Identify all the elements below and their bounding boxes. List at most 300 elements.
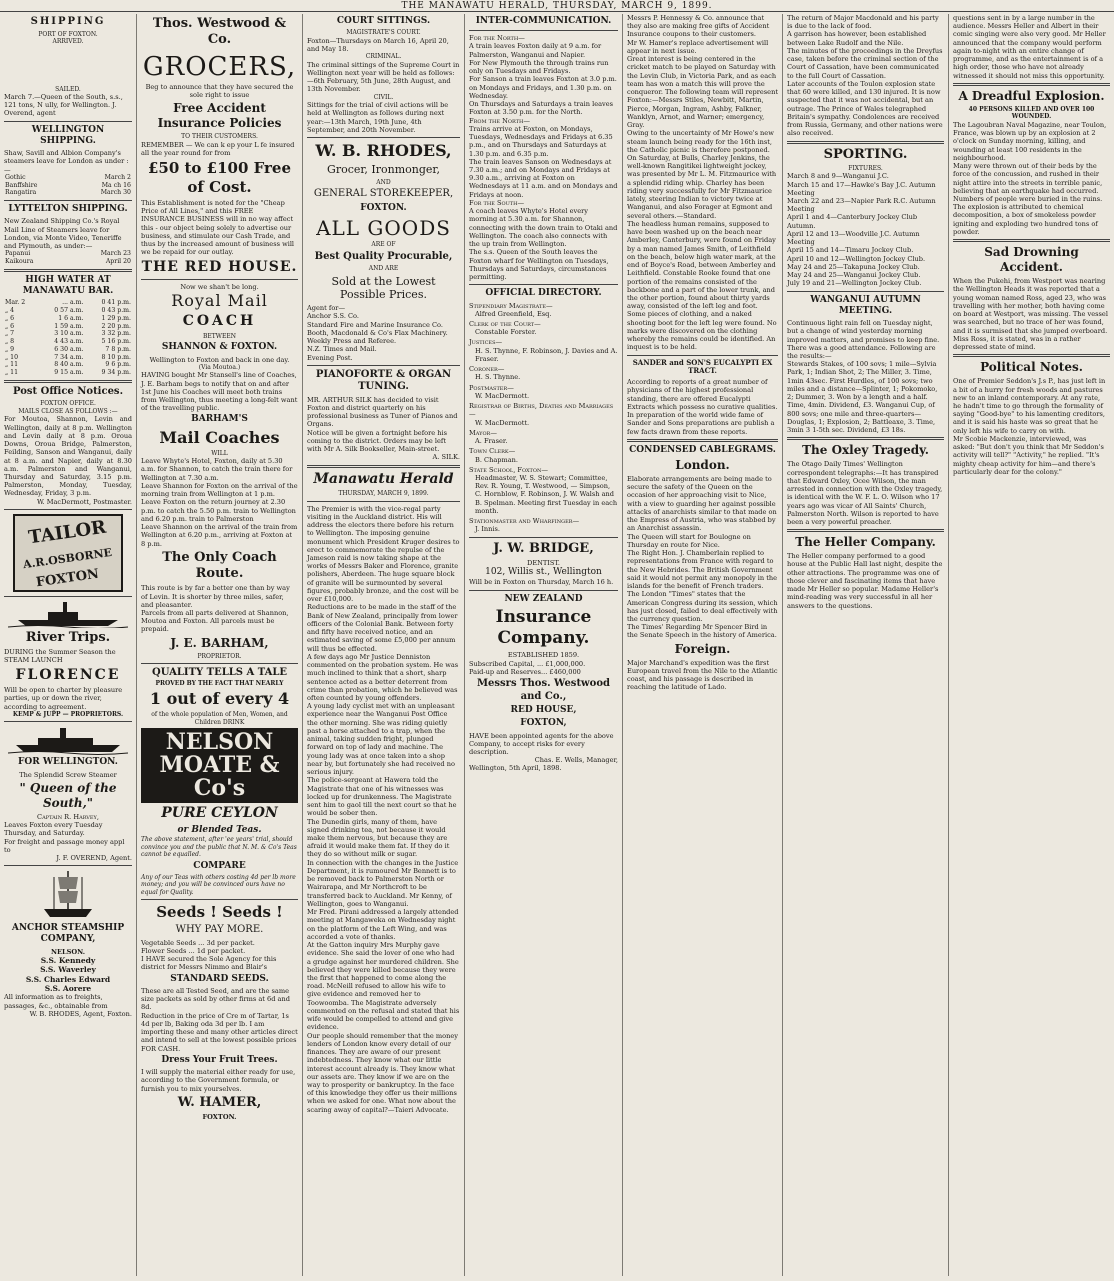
court-sittings-heading: COURT SITTINGS. bbox=[336, 16, 431, 26]
sporting-heading: SPORTING. bbox=[823, 146, 908, 162]
heller-text: The Heller company performed to a good house at the Public Hall last night, despite the other attractions. The programme was one of those clever and fascinating items that have made Mr Heller so popular. Madame Heller's mind-reading was very successful in all her answers to the questions. bbox=[787, 552, 943, 610]
explosion-subheading: 40 PERSONS KILLED AND OVER 100 WOUNDED. bbox=[968, 105, 1095, 121]
tide-row bbox=[4, 361, 132, 369]
tide-row bbox=[4, 354, 132, 362]
barham-proprietor: PROPRIETOR. bbox=[197, 652, 242, 660]
south-text: A coach leaves Whyte's Hotel every morning at 5.30 a.m. for Shannon, connecting with the down train to Otaki and Wellington. The coach also connects with the up train from Wellington. bbox=[469, 207, 618, 249]
remember-text: REMEMBER — We can k ep your L fe insured all the year round for from bbox=[141, 140, 295, 158]
tide-date: „ 4 bbox=[5, 307, 15, 315]
subscribed-capital: Subscribed Capital, ... £1,000,000. bbox=[469, 659, 586, 668]
fixture-item: April 12 and 13—Woodville J.C. Autumn Meeting bbox=[787, 229, 920, 247]
tide-date: „ 6 bbox=[5, 322, 15, 330]
insurance-company: Insurance Company. bbox=[495, 606, 592, 649]
directory-entry bbox=[469, 338, 618, 363]
tide-am: 6 30 a.m. bbox=[54, 345, 84, 353]
grocers-heading: GROCERS, bbox=[142, 51, 297, 82]
steamer-text: The s.s. Queen of the South leaves the Foxton wharf for Wellington on Tuesdays, Thursdays and Saturdays, circumstances permitting. bbox=[469, 248, 609, 282]
autumn-text: Continuous light rain fell on Tuesday night, but a change of wind yesterday morning improved matters, and promises to keep fine. There was a good attendance. Following are the results:— bbox=[787, 319, 940, 360]
tide-date: Mar. 2 bbox=[5, 299, 26, 307]
hamer-foxton: FOXTON. bbox=[202, 1113, 237, 1121]
are-of: ARE OF bbox=[371, 241, 396, 249]
fixture-list bbox=[787, 172, 944, 287]
bridge-address: 102, Willis st., Wellington bbox=[485, 567, 602, 578]
wellington-shipping-text: Shaw, Savill and Albion Company's steamers leave for London as under :— bbox=[4, 149, 129, 174]
screw-steamer: The Splendid Screw Steamer bbox=[19, 770, 117, 779]
hamer-name: W. HAMER, bbox=[177, 1094, 262, 1110]
directory-office: Coroner— bbox=[469, 365, 505, 374]
steamer-illustration bbox=[8, 725, 128, 755]
heller-heading: The Heller Company. bbox=[795, 535, 936, 550]
tide-pm: 2 20 p.m. bbox=[101, 322, 131, 330]
directory-holder: H. S. Thynne. bbox=[475, 373, 521, 382]
directory-office: Registrar of Births, Deaths and Marriages— bbox=[469, 402, 614, 419]
inter-communication-heading: INTER-COMMUNICATION. bbox=[475, 16, 612, 26]
tide-am: 1 6 a.m. bbox=[58, 314, 84, 322]
fixture-item: July 19 and 21—Wellington Jockey Club. bbox=[787, 279, 922, 288]
agency-item: Booth, Macdonald & Co's Flax Machinery. bbox=[307, 328, 448, 337]
mails-text: For Moutoa, Shannon, Levin and Wellington, daily at 8 p.m. Wellington and Levin daily at 8 p.m. Oroua Downs, Oroua Bridge, Palmerston, Feilding, Sanson and Wanganui, daily at 8 a.m. and Napier, daily at 8.30 a.m. Palmerston and Wanganui, Thursday and Saturday, 3.15 p.m. Palmerston, Monday, Tuesday, Wednesday, Friday, 3 p.m. bbox=[4, 415, 132, 498]
steamer-name: S.S. Waverley bbox=[40, 965, 96, 975]
civil-text: Sittings for the trial of civil actions will be held at Wellington as follows during next year:—13th March, 19th June, 4th September, and 20th November. bbox=[307, 101, 449, 134]
train-leaves-text: The train leaves Sanson on Wednesdays at 7.30 a.m.; and on Mondays and Fridays at 9.30 a.m., arriving at Foxton on Wednesdays at 11 a.m. and on Mondays and Fridays at noon. bbox=[469, 157, 618, 199]
paid-up: Paid-up and Reserves... £460,000 bbox=[469, 667, 581, 676]
shipping-heading: SHIPPING bbox=[30, 16, 106, 27]
messrs-westwood: Messrs Thos. Westwood and Co., bbox=[476, 678, 610, 702]
tide-row bbox=[4, 315, 132, 323]
directory-list bbox=[469, 302, 618, 534]
agent-for: Agent for— bbox=[307, 304, 346, 313]
directory-office: Stationmaster and Wharfinger— bbox=[469, 517, 580, 526]
race-results: Stewards Stakes, of 100 sovs; 1 mile—Sylvia Park, 1; Indian Shot, 2; The Miller, 3. Time, 1min 43sec. First Hurdles, of 100 sovs; two miles and a distance—Splinter, 1; Pokomoko, 2; Dummer, 3. Won by a length and a half. Time, 4min. Dividend, £3. Wanganui Cup, of 800 sovs; one mile and three-quarters—Douglas, 1; Explosion, 2; Battleaxe, 3. Time, 3min 3 1-5th sec. Dividend, £3 18s. bbox=[787, 360, 938, 435]
wb-rhodes-heading: W. B. RHODES, bbox=[315, 141, 452, 161]
new-zealand: NEW ZEALAND bbox=[504, 593, 583, 604]
agency-item: Anchor S.S. Co. bbox=[307, 312, 360, 321]
directory-entry bbox=[469, 429, 618, 445]
red-house: RED HOUSE, bbox=[510, 705, 577, 716]
postmaster-signature: W. MacDermott, Postmaster. bbox=[36, 497, 132, 506]
river-trips-text: DURING the Summer Season the STEAM LAUNCH bbox=[4, 648, 116, 665]
sander-text: According to reports of a great number of physicians of the highest professional standing, there are offered Eucalypti Extracts which possess no curative qualities. In preparation of the world wide fame of Sander and Sons preparations are publish a few facts drawn from these reports. bbox=[627, 378, 778, 436]
svg-text:FOXTON: FOXTON bbox=[35, 566, 100, 590]
from-north-text: Trains arrive at Foxton, on Mondays, Tuesdays, Wednesdays and Fridays at 6.35 p.m., and on Thursdays and Saturdays at 1.30 p.m. and 6.35 p.m. bbox=[469, 124, 613, 158]
tide-am: 3 10 a.m. bbox=[54, 330, 84, 338]
ship-row bbox=[4, 189, 132, 197]
tea-text: The above statement, after 'ee years' trial, should convince you and the public that N. M. & Co's Teas cannot be equalled. bbox=[141, 836, 297, 859]
quality-heading: QUALITY TELLS A TALE bbox=[151, 667, 288, 679]
ships-table-2 bbox=[4, 250, 132, 266]
directory-holder: A. Fraser. bbox=[475, 437, 508, 446]
drowning-heading: Sad Drowning Accident. bbox=[984, 245, 1079, 275]
free-insurance-heading: Free Accident Insurance Policies bbox=[157, 101, 282, 131]
river-trips-heading: River Trips. bbox=[25, 629, 111, 645]
steamer-name: S.S. Kennedy bbox=[40, 955, 96, 965]
river-trips-text-2: Will be open to charter by pleasure parties, up or down the river, according to agreement. bbox=[4, 686, 123, 711]
tide-row bbox=[4, 299, 132, 307]
directory-office: Justices— bbox=[469, 338, 503, 347]
local-3: Great interest is being centered in the cricket match to be played on Saturday with the Levin Club, in Victoria Park, and as each team has won a match this will prove the conqueror. The following team will represent Foxton:—Messrs Stiles, Newbitt, Martin, Pierce, Morgan, Ingram, Ashby, Falkner, Wanklyn, Arnot, and Warner; emergency, Gray. bbox=[627, 55, 778, 130]
dentist: DENTIST. bbox=[527, 558, 560, 567]
agency-item: Evening Post. bbox=[307, 353, 353, 362]
ship-date: April 20 bbox=[105, 258, 131, 266]
mail-coaches-heading: Mail Coaches bbox=[159, 427, 280, 447]
ship-date: Ma ch 16 bbox=[101, 181, 131, 189]
foreign-text: Major Marchand's expedition was the first European travel from the Nile to the Atlantic coast, and his passage is described in reaching the latitude of Lado. bbox=[627, 658, 778, 692]
political-text-1: One of Premier Seddon's J.s P., has just left in a bit of a hurry for fresh woods and pastures new to an inland contemporary. At any rate, he hadn't time to go through the formality of saying "Good-bye" to his lamenting creditors, and it is said his haste was so great that he only left his wife to carry on with. bbox=[953, 377, 1106, 435]
ship-name: Rangatira bbox=[5, 189, 37, 197]
steamer-list bbox=[4, 956, 132, 994]
dress-trees-text: I will supply the material either ready for use, according to the Government formula, or furnish you to mix yourselves. bbox=[141, 1068, 296, 1093]
tide-date: „ 11 bbox=[5, 369, 19, 377]
fixture-item: April 15 and 14—Timaru Jockey Club. bbox=[787, 246, 914, 255]
court-text: Foxton—Thursdays on March 16, April 20, and May 18. bbox=[307, 36, 449, 53]
ship-date: March 30 bbox=[100, 189, 131, 197]
queen-of-the-south: " Queen of the South," bbox=[19, 780, 117, 810]
for-wellington-heading: FOR WELLINGTON. bbox=[18, 757, 118, 768]
tide-am: 9 15 a.m. bbox=[54, 369, 84, 377]
having-text: HAVING bought Mr Stansell's line of Coaches, J. E. Barham begs to notify that on and after 1st June his Coaches will meet both trains from Wellington, thus meeting a long-felt want of the travelling public. bbox=[141, 371, 298, 413]
explosion-heading: A Dreadful Explosion. bbox=[958, 88, 1105, 103]
official-directory-heading: OFFICIAL DIRECTORY. bbox=[485, 288, 602, 299]
ship-date: March 2 bbox=[104, 173, 131, 181]
directory-entry bbox=[469, 302, 618, 318]
pounds-heading: £50 to £100 Free of Cost. bbox=[147, 159, 292, 197]
agency-item: N.Z. Times and Mail. bbox=[307, 345, 377, 354]
and-are: AND ARE bbox=[368, 265, 399, 273]
mails-heading: MAILS CLOSE AS FOLLOWS :— bbox=[18, 407, 118, 415]
sailing-ship-illustration bbox=[38, 869, 98, 921]
tide-date: „ 7 bbox=[5, 330, 15, 338]
local-1: Messrs P. Hennessy & Co. announce that they also are making free gifts of Accident Insurance coupons to their customers. bbox=[627, 14, 770, 39]
will-leave-text: Leave Whyte's Hotel, Foxton, daily at 5.30 a.m. for Shannon, to catch the train there for Wellington at 7.30 a.m. bbox=[141, 457, 293, 482]
have-been-appointed: HAVE been appointed agents for the above Company, to accept risks for every description. bbox=[469, 731, 614, 757]
political-text-2: Mr Scobie Mackenzie, interviewed, was asked: "But don't you think that Mr Seddon's activity will tell?" "Activity," he replied. "It's mighty cheap activity for him—and there's particularly dear for the colony." bbox=[953, 434, 1104, 476]
explosion-text-3: The explosion is attributed to chemical decomposition, a box of smokeless powder igniting and exploding two hundred tons of powder. bbox=[953, 203, 1098, 236]
dress-trees-heading: Dress Your Fruit Trees. bbox=[161, 1054, 278, 1065]
grocers-text: Beg to announce that they have secured the sole right to issue bbox=[145, 83, 294, 100]
all-goods: ALL GOODS bbox=[316, 216, 451, 241]
local-6: The headless human remains, supposed to have been washed up on the beach near Amberley, Canterbury, were found on Friday by a man named James Smith, of Leithfield on the beach, below high water mark, at the end of Boyce's Road, between Amberley and Leithfield. Constable Rooke found that one portion of the remains consisted of the backbone and a part of the lower trunk, and the other portion, found about thirty yards away, consisted of the left leg and foot. Some pieces of clothing, and a naked shooting boot for the left leg were found. No marks were discovered on the clothing whereby the remains could be identified. An inquest is to be held. bbox=[627, 219, 777, 352]
sole-agency-text: I HAVE secured the Sole Agency for this district for Messrs Nimmo and Blair's bbox=[141, 955, 277, 972]
wellington-date: Wellington, 5th April, 1898. bbox=[469, 764, 562, 773]
heller-continued: questions sent in by a large number in the audience. Messrs Heller and Albert in their comic singing were also very good. Mr Heller announced that the company would perform again to-night with an entire change of programme, and as the entertainment is of a high order, those who have not already witnessed it should not miss this opportunity. bbox=[953, 14, 1106, 80]
whole-population: of the whole population of Men, Women, and Children DRINK bbox=[151, 711, 288, 726]
criminal-heading: CRIMINAL. bbox=[365, 53, 402, 61]
column-6 bbox=[782, 14, 948, 1276]
parcels-text: Parcels from all parts delivered at Shannon, Moutoa and Foxton. All parcels must be prepaid. bbox=[141, 609, 289, 634]
herald-date: THURSDAY, MARCH 9, 1899. bbox=[338, 490, 429, 498]
london-heading: London. bbox=[675, 458, 730, 472]
ship-date: March 23 bbox=[100, 250, 131, 258]
compare-text: Any of our Teas with others costing 4d per lb more money; and you will be convinced ours have no equal for Quality. bbox=[141, 873, 296, 896]
leave-shannon-text: Leave Shannon for Foxton on the arrival of the morning train from Wellington at 1 p.m. bbox=[141, 481, 298, 499]
piano-tuning-heading: PIANOFORTE & ORGAN TUNING. bbox=[315, 368, 452, 393]
sailed-heading: SAILED. bbox=[55, 85, 81, 93]
directory-office: Town Clerk— bbox=[469, 447, 516, 456]
local-2: Mr W. Hamer's replace advertisement will appear in next issue. bbox=[627, 38, 769, 55]
svg-text:TAILOR: TAILOR bbox=[27, 516, 108, 549]
tide-pm: 0 41 p.m. bbox=[101, 299, 131, 307]
wellington-shipping-heading: WELLINGTON SHIPPING. bbox=[31, 124, 105, 146]
directory-holder: W. MacDermott. bbox=[475, 391, 530, 400]
ship-row bbox=[4, 258, 132, 266]
oxley-heading: The Oxley Tragedy. bbox=[802, 443, 929, 458]
tide-row bbox=[4, 369, 132, 377]
tailor-logo-graphic bbox=[15, 516, 121, 590]
editorial-5: The police-sergeant at Hawera told the Magistrate that one of his witnesses was locked up for drunkenness. The Magistrate sent him to gaol till the next court so that he would be sober then. bbox=[307, 776, 457, 818]
proprietors: KEMP & JUPP — PROPRIETORS. bbox=[12, 710, 124, 718]
drowning-text-2: Miss Ross, it is stated, was in a rather depressed state of mind. bbox=[953, 334, 1081, 352]
svg-text:A.R.OSBORNE: A.R.OSBORNE bbox=[22, 545, 113, 572]
royal-mail-heading: Royal Mail bbox=[171, 291, 268, 311]
directory-entry bbox=[469, 384, 618, 400]
rhodes-signature: W. B. RHODES, Agent, Foxton. bbox=[29, 1009, 132, 1018]
directory-holder: Alfred Greenfield, Esq. bbox=[475, 309, 552, 318]
london-text-4: The London "Times" states that the American Congress during its session, which has just closed, failed to deal effectively with the currency question. bbox=[627, 590, 778, 623]
directory-holder: Constable Forster. bbox=[475, 328, 537, 337]
political-heading: Political Notes. bbox=[980, 360, 1083, 375]
between-text: BETWEEN bbox=[203, 332, 236, 340]
local-5: On Saturday, at Bulls, Charley Jenkins, the well-known Rangitikei lightweight jockey, was presented by Mr L. M. Fitzmaurice with a splendid riding whip. Charley has been riding very successfully for Mr Fitzmaurice lately, steering Indian to victory twice at Wanganui, and also Forager at Egmont and several others.—Standard. bbox=[627, 153, 777, 220]
london-text-2: The Queen will start for Boulogne on Thursday en route for Nice. bbox=[627, 532, 751, 549]
ship-name: Gothic bbox=[5, 173, 26, 181]
tide-pm: 3 32 p.m. bbox=[101, 330, 131, 338]
directory-entry bbox=[469, 466, 618, 515]
tailor-logo bbox=[13, 514, 123, 592]
tide-am: 1 59 a.m. bbox=[54, 322, 84, 330]
for-north: For the North— bbox=[469, 34, 525, 43]
post-office-heading: Post Office Notices. bbox=[12, 385, 124, 397]
fixtures-heading: FIXTURES. bbox=[848, 164, 883, 172]
column-1 bbox=[0, 14, 136, 1276]
queen-schedule: Leaves Foxton every Tuesday Thursday, and Saturday. bbox=[4, 821, 103, 838]
directory-holder: W. MacDermott. bbox=[475, 418, 530, 427]
piano-text: MR. ARTHUR SILK has decided to visit Foxton and district quarterly on his professional business as Tuner of Pianos and Organs. bbox=[307, 395, 458, 429]
cablegrams-heading: CONDENSED CABLEGRAMS. bbox=[629, 444, 776, 455]
cable-1: The return of Major Macdonald and his party is due to the lack of food. bbox=[787, 14, 939, 31]
column-3 bbox=[302, 14, 464, 1276]
tide-table bbox=[4, 299, 132, 377]
directory-entry bbox=[469, 402, 618, 427]
tide-date: „ 9 bbox=[5, 345, 15, 353]
coach-text: Wellington to Foxton and back in one day. bbox=[149, 355, 290, 364]
and-text: AND bbox=[376, 178, 391, 186]
editorial-4: A young lady cyclist met with an unpleasant experience near the Wanganui Post Office the other morning. She was riding quietly past a horse attached to a trap, when the animal, taking sudden fright, plunged forward on top of lady and machine. The young lady was at once taken into a shop near by, but fortunately she had received no serious injury. bbox=[307, 702, 455, 777]
from-north: From the North— bbox=[469, 116, 530, 125]
for-south: For the South— bbox=[469, 198, 525, 207]
shannon-foxton: SHANNON & FOXTON. bbox=[161, 342, 278, 353]
directory-office: Mayor— bbox=[469, 428, 497, 437]
directory-entry bbox=[469, 517, 618, 533]
tide-am: 0 57 a.m. bbox=[54, 307, 84, 315]
standard-seeds: STANDARD SEEDS. bbox=[170, 973, 269, 984]
lyttelton-shipping-heading: LYTTELTON SHIPPING. bbox=[8, 204, 128, 215]
tide-date: „ 8 bbox=[5, 338, 15, 346]
directory-entry bbox=[469, 365, 618, 381]
tide-am: 4 43 a.m. bbox=[54, 338, 84, 346]
tide-row bbox=[4, 323, 132, 331]
anchor-nelson: NELSON. bbox=[50, 947, 86, 956]
editorial-7: In connection with the changes in the Justice Department, it is rumoured Mr Bennett is to be removed back to Palmerston North or Wairarapa, and Mr Northcroft to be transferred back to Auckland. Mr Kenny, of Wellington, goes to Wanganui. bbox=[307, 858, 459, 908]
tide-pm: 7 8 p.m. bbox=[105, 345, 131, 353]
directory-holder: H. S. Thynne, F. Robinson, J. Davies and A. Fraser. bbox=[475, 346, 618, 363]
cable-4: Later accounts of the Toulon explosion state that 60 were killed, and 130 injured. It is now suspected that it was not accidental, but an outrage. The Prince of Wales telegraphed Britain's sympathy. Condolences are received from Russia, Germany, and other nations were also received. bbox=[787, 79, 943, 138]
tested-seeds-text: These are all Tested Seed, and are the same size packets as sold by other firms at 6d and 8d. bbox=[141, 986, 290, 1012]
barham-name: J. E. BARHAM, bbox=[170, 635, 269, 650]
general-storekeeper: GENERAL STOREKEEPER, bbox=[313, 188, 454, 200]
to-customers: TO THEIR CUSTOMERS. bbox=[181, 133, 258, 141]
directory-holder: Headmaster, W. S. Stewart; Committee, Rev. R. Young, T. Westwood, — Simpson, C. Hornblow, F. Robinson, J. W. Walsh and B. Spelman. Meeting first Tuesday in each month. bbox=[475, 473, 618, 515]
fixture-item: March 22 and 23—Napier Park R.C. Autumn Meeting bbox=[787, 196, 936, 214]
magistrates-court: MAGISTRATE'S COURT. bbox=[346, 29, 421, 37]
best-quality: Best Quality Procurable, bbox=[314, 250, 453, 262]
thursday-text: On Thursdays and Saturdays a train leaves Foxton at 3.50 p.m. for the North. bbox=[469, 100, 614, 117]
steamer-name: S.S. Charles Edward bbox=[25, 974, 111, 984]
launch-name: FLORENCE bbox=[15, 666, 121, 683]
seeds-heading: Seeds ! Seeds ! bbox=[156, 903, 283, 922]
chas-wells: Chas. E. Wells, Manager, bbox=[534, 756, 618, 765]
piano-text-2: Notice will be given a fortnight before his coming to the district. Orders may be left with Mr A. Silk Bookseller, Main-street. bbox=[307, 428, 448, 454]
sander-heading: SANDER and SON'S EUCALYPTI EX TRACT. bbox=[632, 357, 773, 376]
cable-3: The minutes of the proceedings in the Dreyfus case, taken before the criminal section of the Court of Cassation, have been communicated to the full Court of Cassation. bbox=[787, 46, 943, 80]
tide-row bbox=[4, 346, 132, 354]
fixture-item: May 24 and 25—Takapuna Jockey Club. bbox=[787, 262, 920, 271]
captain: Captain R. Harvey, bbox=[37, 812, 99, 821]
pure-ceylon: PURE CEYLON bbox=[161, 805, 278, 822]
cable-2: A garrison has however, been established between Lake Rudolf and the Nile. bbox=[787, 30, 927, 47]
london-text-3: The Right Hon. J. Chamberlain replied to representations from France with regard to the New Hebrides. The British Government said it would not permit any monopoly in the islands for the benefit of French traders. bbox=[627, 549, 778, 591]
fixture-item: March 8 and 9—Wanganui J.C. bbox=[787, 172, 889, 181]
high-water-heading: HIGH WATER AT MANAWATU BAR. bbox=[22, 274, 114, 297]
silk-signature: A. SILK. bbox=[432, 453, 460, 462]
editorial-1: The Premier is with the vice-regal party visiting in the Auckland district. His will address the electors there before his return to Wellington. The imposing genuine monument which President Kruger desires to erect to commemorate the repulse of the Jameson raid is now taking shape at the works of Messrs Baker and Florence, granite polishers, Aberdeen. The huge square block of granite will be surmounted by several figures, probably bronze, and the cost will be over £10,000. bbox=[307, 504, 460, 604]
column-2 bbox=[136, 14, 302, 1276]
directory-office: State School, Foxton— bbox=[469, 465, 548, 474]
ship-row bbox=[4, 182, 132, 190]
explosion-text-1: The Lagoubran Naval Magazine, near Toulon, France, was blown up by an explosion at 2 o'clock on Sunday morning, killing, and wounding at least 100 residents in the neighbourhood. bbox=[953, 120, 1107, 162]
tide-pm: 0 43 p.m. bbox=[101, 307, 131, 315]
editorial-2: Reductions are to be made in the staff of the Bank of New Zealand, principally from lower officers of the Colonial Bank. Between forty and fifty have received notice, and an estimated saving of some £5,000 per annum will thus be effected. bbox=[307, 603, 458, 653]
directory-entry bbox=[469, 320, 618, 336]
ship-name: Banffshire bbox=[5, 181, 38, 189]
tide-date: „ 11 bbox=[5, 361, 19, 369]
directory-office: Postmaster— bbox=[469, 383, 514, 392]
leave-shannon-text-2: Leave Shannon on the arrival of the train from Wellington at 6.20 p.m., arriving at Foxton at 8 p.m. bbox=[141, 523, 298, 548]
explosion-text-2: Many were thrown out of their beds by the force of the concussion, and rushed in their night attire into the streets in terrible panic, believing that an earthquake had occurred. Numbers of people were buried in the ruins. bbox=[953, 162, 1103, 203]
agency-item: Standard Fire and Marine Insurance Co. bbox=[307, 320, 443, 329]
directory-holder: B. Chapman. bbox=[475, 455, 519, 464]
tide-am: 8 40 a.m. bbox=[54, 361, 84, 369]
steamer-name: S.S. Aorere bbox=[44, 984, 92, 994]
reduction-text: Reduction in the price of Cre m of Tartar, 1s 4d per lb, Baking oda 3d per lb. I am importing these and many other articles direct and intend to sell at the lowest possible prices FOR CASH. bbox=[141, 1011, 298, 1053]
directory-office: Stipendiary Magistrate— bbox=[469, 301, 553, 310]
fixture-item: March 15 and 17—Hawke's Bay J.C. Autumn Meeting bbox=[787, 180, 936, 197]
barhams-heading: BARHAM'S bbox=[191, 414, 248, 425]
editorial-8: Mr Fred. Pirani addressed a largely attended meeting at Mangaweka on Wednesday night on the platform of the Left Wing, and was accorded a vote of thanks. bbox=[307, 908, 459, 941]
anchor-company: ANCHOR STEAMSHIP COMPANY, bbox=[11, 923, 125, 945]
fixture-item: April 10 and 12—Wellington Jockey Club. bbox=[787, 254, 926, 263]
fixture-item: April 1 and 4—Canterbury Jockey Club Autumn. bbox=[787, 213, 918, 230]
column-5 bbox=[622, 14, 782, 1276]
north-text-2: For New Plymouth the through trains run only on Tuesdays and Fridays. bbox=[469, 58, 609, 76]
directory-holder: J. Innis. bbox=[475, 525, 501, 534]
tide-row bbox=[4, 330, 132, 338]
westwood-heading: Thos. Westwood & Co. bbox=[152, 16, 287, 48]
will-text: WILL bbox=[211, 449, 228, 457]
civil-heading: CIVIL. bbox=[373, 93, 394, 101]
tide-pm: 5 16 p.m. bbox=[101, 338, 131, 346]
bridge-heading: J. W. BRIDGE, bbox=[493, 540, 594, 556]
editorial-3: A few days ago Mr Justice Denniston commented on the probation system. He was much inclined to think that a short, sharp sentence acted as a better deterrent from crime than probation, which he believed was often counted by young offenders. bbox=[307, 652, 459, 702]
nelson-moate-logo: NELSON MOATE & Co's bbox=[141, 728, 298, 803]
leave-foxton-text: Leave Foxton on the return journey at 2.30 p.m. to catch the 5.50 p.m. train to Wellington and 6.20 p.m. train to Palmerston bbox=[141, 498, 296, 523]
port-heading: PORT OF FOXTON. bbox=[38, 30, 98, 38]
ship-row bbox=[4, 250, 132, 258]
london-text-5: The Times' Regarding Mr Spencer Bird in the Senate Speech in the history of America. bbox=[627, 623, 777, 640]
editorial-10: Our people should remember that the money lenders of London know every detail of our finances. They are aware of our present indebtedness. They know what our little interest account already is. They know what our assets are. They know if we are on the way to prosperity or bankruptcy. In the face of this knowledge they offer us their millions when we asked for one. What now about the scaring away of capital?—Taieri Advocate. bbox=[307, 1031, 458, 1114]
editorial-9: At the Gatton inquiry Mrs Murphy gave evidence. She said the lover of one who had a grudge against her murdered children. She believed they were killed because they were the first that happened to come along the road. McNeill refused to allow his wife to give evidence and removed her to Toowoomba. The Magistrate adversely commented on the refusal and stated that his wife would be compelled to attend and give evidence. bbox=[307, 941, 460, 1032]
ships-table-1 bbox=[4, 174, 132, 197]
sanson-text: For Sanson a train leaves Foxton at 3.0 p.m. on Mondays and Fridays, and 1.30 p.m. on Wednesday. bbox=[469, 75, 617, 100]
established: ESTABLISHED 1859. bbox=[507, 651, 580, 660]
tide-pm: 9 34 p.m. bbox=[101, 369, 131, 377]
red-house-heading: THE RED HOUSE. bbox=[141, 258, 298, 275]
directory-entry bbox=[469, 447, 618, 463]
autumn-meeting-heading: WANGANUI AUTUMN MEETING. bbox=[810, 294, 921, 316]
tide-pm: 1 29 p.m. bbox=[101, 314, 131, 322]
lyttelton-shipping-text: New Zealand Shipping Co.'s Royal Mail Line of Steamers leave for London, via Monte Video, Teneriffe and Plymouth, as under:— bbox=[4, 217, 122, 251]
local-4: Owing to the uncertainty of Mr Howe's new steam launch being ready for the 16th inst, the Catholic picnic is therefore postponed. bbox=[627, 129, 774, 154]
ship-name: Papanui bbox=[5, 250, 31, 258]
proved-text: PROVED BY THE FACT THAT NEARLY bbox=[155, 679, 284, 687]
foreign-heading: Foreign. bbox=[674, 641, 731, 656]
agency-item: Weekly Press and Referee. bbox=[307, 337, 397, 346]
one-of-four: 1 out of every 4 bbox=[149, 689, 290, 709]
tide-date: „ 10 bbox=[5, 353, 19, 361]
masthead: THE MANAWATU HERALD, THURSDAY, MARCH 9, 1899. bbox=[0, 0, 1114, 12]
only-coach-route: The Only Coach Route. bbox=[162, 549, 277, 582]
anchor-text: All information as to freights, passages, &c., obtainable from bbox=[4, 993, 108, 1010]
tide-row bbox=[4, 338, 132, 346]
north-text-1: A train leaves Foxton daily at 9 a.m. for Palmerston, Wanganui and Napier. bbox=[469, 42, 602, 59]
agency-list bbox=[307, 312, 460, 361]
flower-seeds: Flower Seeds ... 1d per packet. bbox=[141, 946, 246, 955]
why-pay-more: WHY PAY MORE. bbox=[175, 924, 264, 936]
column-7 bbox=[948, 14, 1114, 1276]
tide-pm: 9 6 p.m. bbox=[105, 361, 131, 369]
steam-launch-illustration bbox=[8, 600, 128, 628]
compare-heading: COMPARE bbox=[193, 860, 246, 871]
red-house-foxton: FOXTON, bbox=[520, 718, 567, 729]
blended-teas: or Blended Teas. bbox=[177, 824, 262, 835]
tide-am: 7 34 a.m. bbox=[54, 353, 84, 361]
directory-office: Clerk of the Court— bbox=[469, 320, 541, 328]
herald-nameplate: Manawatu Herald bbox=[313, 470, 454, 487]
establishment-text: This Establishment is noted for the "Cheap Price of All Lines," and this FREE INSURANCE BUSINESS will in no way affect this - our object being solely to advertise our business, and stimulate our Cash Trade, and thus by the increased amount of business will we be repaid for our outlay. bbox=[141, 198, 295, 257]
grocer-ironmonger: Grocer, Ironmonger, bbox=[327, 163, 440, 177]
tide-am: ... a.m. bbox=[62, 299, 84, 307]
drowning-text-1: When the Pukehi, from Westport was nearing the Wellington Heads it was reported that a young woman named Ross, aged 23, who was travelling with her mother, both having come on board at Westport, was missing. The vessel was searched, but no trace of her was found, and it is surmised that she jumped overboard. bbox=[953, 277, 1108, 335]
now-text: Now we shan't be long. bbox=[180, 283, 259, 292]
tide-row bbox=[4, 307, 132, 315]
bridge-text: Will be in Foxton on Thursday, March 16 h. bbox=[469, 578, 614, 587]
freight-text: For freight and passage money appl to bbox=[4, 837, 125, 854]
tide-date: „ 6 bbox=[5, 314, 15, 322]
london-text-1: Elaborate arrangements are being made to secure the safety of the Queen on the occasion of her approaching visit to Nice, with a view to guarding her against possible attacks of anarchists similar to that made on the Empress of Austria, who was stabbed by an Anarchist assassin. bbox=[627, 475, 777, 533]
rhodes-foxton: FOXTON. bbox=[360, 202, 407, 213]
sailed-text: March 7.—Queen of the South, s.s., 121 tons, N ully, for Wellington. J. Overend, agent bbox=[4, 93, 123, 118]
lowest-prices: Sold at the Lowest Possible Prices. bbox=[331, 274, 436, 302]
criminal-text: The criminal sittings of the Supreme Court in Wellington next year will be held as follows:—6th February, 5th June, 28th August, and 13th November. bbox=[307, 60, 460, 94]
